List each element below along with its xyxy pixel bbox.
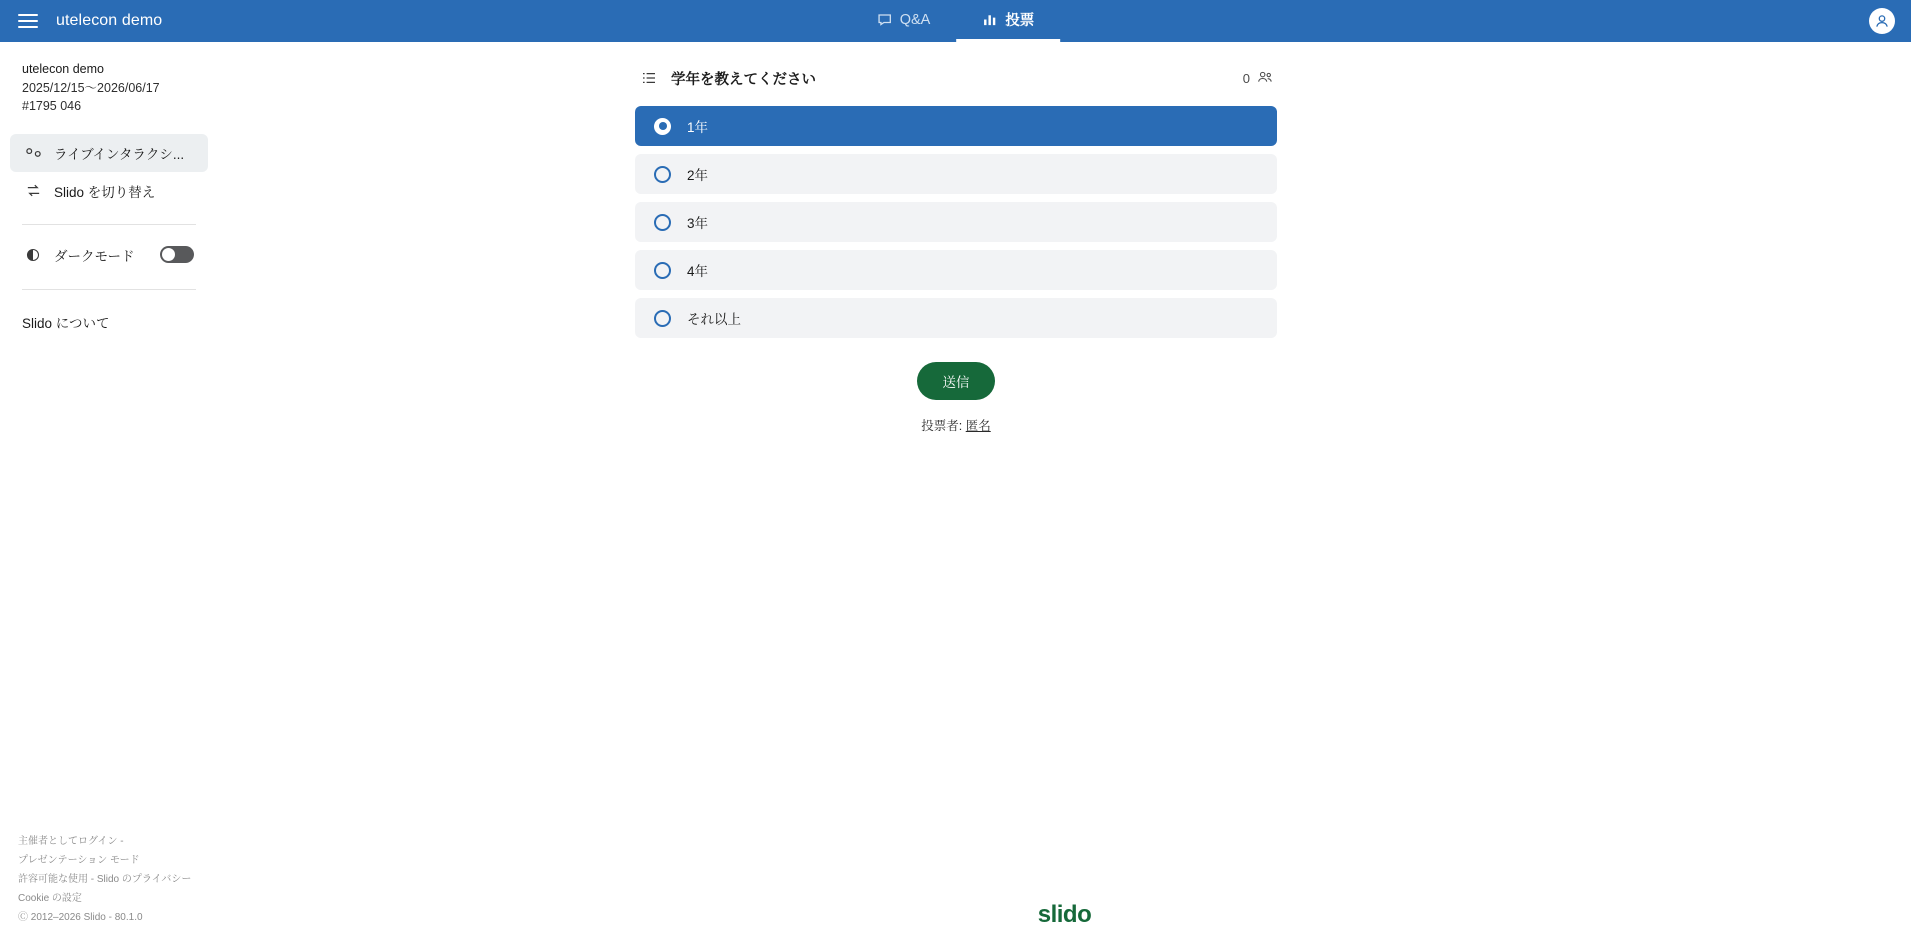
footer-acceptable-use-privacy[interactable]: 許容可能な使用 - Slido のプライバシー (18, 874, 192, 885)
footer-login-as-host[interactable]: 主催者としてログイン - (18, 836, 124, 847)
sidebar-item-switch-slido[interactable] (10, 172, 208, 210)
sidebar-nav (0, 134, 218, 210)
tab-polls-label: 投票 (1005, 13, 1035, 29)
poll-option-label: 4年 (687, 264, 709, 279)
radio-icon (654, 262, 671, 279)
footer-presentation-mode[interactable]: プレゼンテーション モード (18, 855, 140, 866)
poll-option[interactable] (635, 250, 1277, 290)
poll-option[interactable] (635, 106, 1277, 146)
user-avatar-icon[interactable] (1869, 8, 1895, 34)
dark-mode-toggle-knob (162, 248, 175, 261)
poll-participant-count (1243, 70, 1273, 87)
main-content (218, 42, 1911, 943)
bar-chart-icon (982, 12, 997, 27)
footer-cookie-settings[interactable]: Cookie の設定 (18, 893, 82, 904)
sidebar-event-dates: 2025/12/15〜2026/06/17 (22, 80, 160, 95)
sidebar-item-about[interactable]: Slido について (22, 315, 110, 331)
app-title: utelecon demo (56, 12, 163, 29)
poll-option-label: それ以上 (687, 312, 741, 327)
sidebar-item-live-interaction-label: ライブインタラクシ... (54, 146, 185, 162)
poll-option-label: 3年 (687, 216, 709, 231)
sidebar-divider-1 (22, 224, 196, 225)
submit-row (635, 362, 1277, 400)
poll-question: 学年を教えてください (671, 71, 816, 88)
sidebar-event-meta (0, 60, 218, 116)
voter-anonymous-link[interactable]: 匿名 (965, 419, 991, 433)
sidebar (0, 42, 218, 943)
poll-option[interactable] (635, 202, 1277, 242)
sidebar-divider-2 (22, 289, 196, 290)
poll-option-label: 1年 (687, 120, 709, 135)
hamburger-icon[interactable] (18, 14, 38, 28)
top-bar (0, 0, 1911, 42)
poll-participant-count-value: 0 (1242, 70, 1250, 86)
poll-card (635, 66, 1277, 434)
sidebar-item-switch-slido-label: Slido を切り替え (54, 184, 156, 200)
poll-list-icon (641, 70, 657, 86)
poll-options (635, 106, 1277, 338)
sidebar-footer (0, 832, 209, 927)
top-tabs (851, 0, 1061, 42)
sidebar-event-code: #1795 046 (22, 99, 82, 113)
dark-mode-label: ダークモード (54, 248, 135, 264)
radio-icon (654, 310, 671, 327)
footer-copyright: Ⓒ 2012–2026 Slido - 80.1.0 (18, 912, 143, 923)
tab-qa-label: Q&A (899, 11, 931, 28)
dark-mode-row (10, 235, 208, 275)
poll-option[interactable] (635, 154, 1277, 194)
radio-icon (654, 118, 671, 135)
hamburger-line (18, 20, 38, 22)
sidebar-event-name: utelecon demo (22, 62, 105, 76)
moon-icon (24, 246, 42, 264)
poll-header (635, 66, 1277, 90)
hamburger-line (18, 26, 38, 28)
participants-icon (1257, 70, 1273, 87)
hamburger-line (18, 14, 38, 16)
slido-logo: slido (1037, 901, 1092, 928)
tab-qa[interactable] (851, 0, 957, 42)
dark-mode-toggle[interactable] (160, 246, 194, 263)
radio-icon (654, 166, 671, 183)
radio-icon (654, 214, 671, 231)
poll-option[interactable] (635, 298, 1277, 338)
voter-label: 投票者: (921, 419, 963, 433)
chat-icon (877, 12, 892, 27)
poll-option-label: 2年 (687, 168, 709, 183)
tab-polls[interactable] (956, 0, 1060, 42)
sidebar-item-live-interaction[interactable] (10, 134, 208, 172)
voter-identity (635, 416, 1277, 434)
live-interaction-icon (24, 144, 42, 162)
submit-button[interactable]: 送信 (917, 362, 995, 400)
switch-icon (24, 182, 42, 200)
